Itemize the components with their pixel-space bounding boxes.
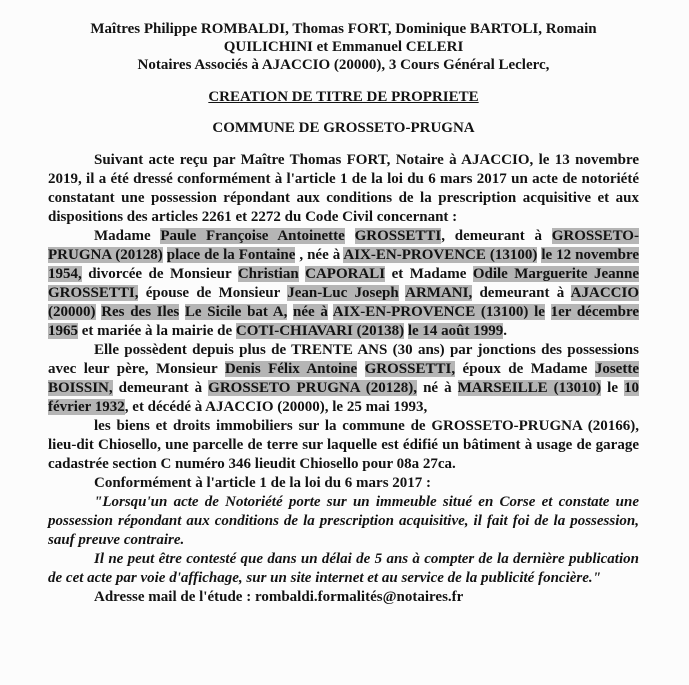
- paragraph: [48, 151, 639, 227]
- text-run: Suivant acte reçu par Maître Thomas FORT, Notaire à AJACCIO, le 13 novembre 2019, il a été dressé conformément à l'article 1 de la loi du 6 mars 2017 un acte de notoriété constatant une possession répondant aux conditions de la prescription acquisitive et aux dispositions des articles 2261 et 2272 du Code Civil concernant :: [48, 152, 639, 225]
- text-run: demeurant à: [112, 380, 209, 396]
- redaction-highlight: GROSSETTI,: [364, 361, 456, 377]
- letterhead-address-line: Notaires Associés à AJACCIO (20000), 3 Cours Général Leclerc,: [137, 57, 550, 73]
- text-run: , née à: [295, 247, 344, 263]
- text-run: et Madame: [385, 266, 473, 282]
- redaction-highlight: Le Sicile bat A,: [184, 304, 288, 320]
- redaction-highlight: Jean-Luc Joseph: [287, 285, 399, 301]
- redaction-highlight: 10 février 1932: [48, 380, 639, 415]
- redaction-highlight: 1er décembre 1965: [48, 304, 640, 339]
- redaction-highlight: Denis Félix Antoine: [224, 361, 358, 377]
- redaction-highlight: place de la Fontaine: [166, 247, 296, 263]
- redaction-highlight: ARMANI,: [405, 285, 473, 301]
- paragraph: [48, 341, 639, 417]
- redaction-highlight: née à: [293, 304, 328, 320]
- letterhead-notaries-line-1: Maîtres Philippe ROMBALDI, Thomas FORT, Dominique BARTOLI, Romain: [90, 21, 597, 37]
- text-run: Elle possèdent depuis plus de TRENTE ANS (30 ans) par jonctions des possessions avec leur père, Monsieur: [48, 342, 639, 377]
- redaction-highlight: COTI-CHIAVARI (20138): [235, 323, 405, 339]
- redaction-highlight: AIX-EN-PROVENCE (13100) le: [332, 304, 545, 320]
- legal-quote-paragraph: [48, 493, 639, 550]
- document-body: [48, 151, 639, 607]
- redaction-highlight: GROSSETO PRUGNA (20128),: [208, 380, 418, 396]
- redaction-highlight: AJACCIO (20000): [48, 285, 639, 320]
- text-run: .: [503, 323, 507, 339]
- redaction-highlight: CAPORALI: [305, 266, 386, 282]
- text-run: né à: [417, 380, 458, 396]
- redaction-highlight: GROSSETTI,: [48, 285, 139, 301]
- paragraph: [48, 474, 639, 493]
- document-title: CREATION DE TITRE DE PROPRIETE: [208, 89, 479, 105]
- redaction-highlight: le 14 août 1999: [407, 323, 504, 339]
- text-run: Madame: [94, 228, 161, 244]
- text-run: époux de Madame: [455, 361, 595, 377]
- paragraph: [48, 588, 639, 607]
- text-run: , demeurant à: [441, 228, 552, 244]
- text-run: demeurant à: [472, 285, 571, 301]
- text-run: et mariée à la mairie de: [78, 323, 236, 339]
- letterhead: [48, 20, 639, 74]
- redaction-highlight: Paule Françoise Antoinette: [160, 228, 345, 244]
- text-run: Conformément à l'article 1 de la loi du 6 mars 2017 :: [94, 475, 432, 491]
- text-run: Adresse mail de l'étude : rombaldi.formalités@notaires.fr: [94, 589, 464, 605]
- redaction-highlight: Christian: [237, 266, 299, 282]
- redaction-highlight: Res des Iles: [101, 304, 180, 320]
- paragraph: [48, 417, 639, 474]
- letterhead-notaries-line-2: QUILICHINI et Emmanuel CELERI: [223, 39, 464, 55]
- text-run: "Lorsqu'un acte de Notoriété porte sur un immeuble situé en Corse et constate une possession répondant aux conditions de la prescription acquisitive, il fait foi de la possession, sauf preuve contraire.: [48, 494, 639, 548]
- redaction-highlight: MARSEILLE (13010): [457, 380, 602, 396]
- document-subtitle: COMMUNE DE GROSSETO-PRUGNA: [212, 120, 475, 136]
- redaction-highlight: le 12 novembre 1954,: [48, 247, 639, 282]
- text-run: le: [601, 380, 624, 396]
- text-run: [545, 304, 551, 320]
- text-run: les biens et droits immobiliers sur la commune de GROSSETO-PRUGNA (20166), lieu-dit Chiosello, une parcelle de terre sur laquelle est édifié un bâtiment à usage de garage cadastrée section C numéro 346 lieudit Chiosello pour 08a 27ca.: [48, 418, 639, 472]
- text-run: , et décédé à AJACCIO (20000), le 25 mai 1993,: [124, 399, 428, 415]
- redaction-highlight: AIX-EN-PROVENCE (13100): [343, 247, 538, 263]
- text-run: divorcée de Monsieur: [81, 266, 238, 282]
- redaction-highlight: Josette BOISSIN,: [48, 361, 639, 396]
- text-run: [345, 228, 355, 244]
- text-run: épouse de Monsieur: [138, 285, 288, 301]
- redaction-highlight: Odile Marguerite Jeanne: [472, 266, 640, 282]
- text-run: Il ne peut être contesté que dans un délai de 5 ans à compter de la dernière publication de cet acte par voie d'affichage, sur un site internet et au service de la publicité foncière.": [48, 551, 639, 586]
- text-run: [357, 361, 364, 377]
- redaction-highlight: GROSSETO-PRUGNA (20128): [48, 228, 639, 263]
- legal-quote-paragraph: [48, 550, 639, 588]
- paragraph: [48, 227, 639, 341]
- redaction-highlight: GROSSETTI: [354, 228, 442, 244]
